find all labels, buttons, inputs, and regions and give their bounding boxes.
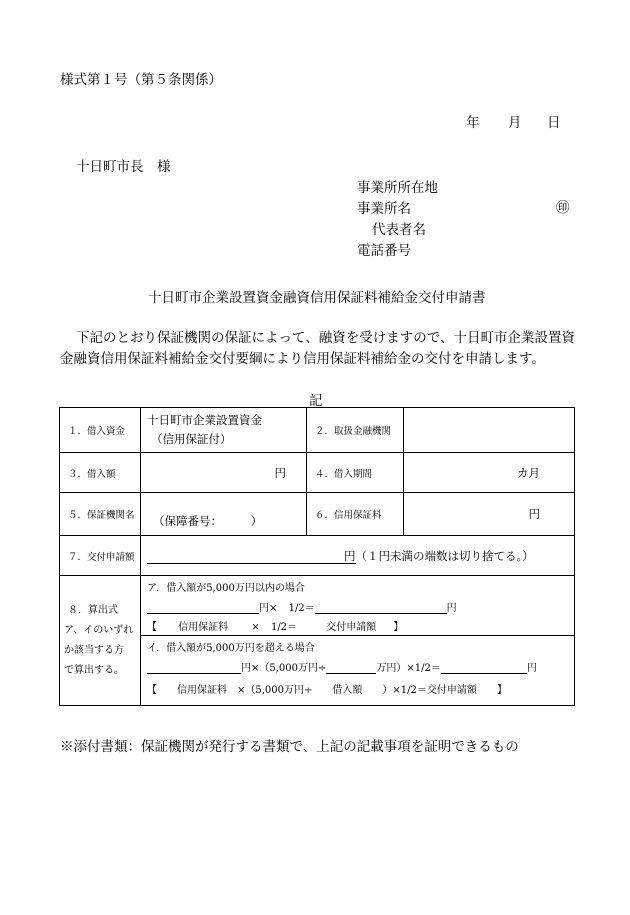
formula-cell xyxy=(141,576,575,706)
formula-label-3: か該当する方 xyxy=(64,644,124,656)
loan-fund-name: 十日町市企業設置資金 xyxy=(147,413,262,427)
guarantee-number-label: （保障番号： ） xyxy=(153,514,263,528)
guarantee-fee-label: ６．信用保証料 xyxy=(307,493,404,536)
formula-a-fee-blank[interactable] xyxy=(147,613,259,614)
formula-b-legend: 【 信用保証料 ×（5,000万円÷ 借入額 ）×1/2＝交付申請額 】 xyxy=(147,685,507,696)
guarantor-field[interactable] xyxy=(141,493,307,536)
ki-heading: 記 xyxy=(309,393,323,409)
business-name-label: 事業所名 xyxy=(357,201,411,217)
body-line-2: 金融資信用保証料補給金交付要綱により信用保証料補給金の交付を申請します。 xyxy=(60,351,545,367)
formula-b-yen: 円 xyxy=(526,663,537,674)
loan-period-unit: カ月 xyxy=(517,465,540,480)
formula-a-legend-close: 】 xyxy=(393,622,404,633)
grant-amount-note: （１円未満の端数は切り捨てる。） xyxy=(355,548,534,563)
table-row xyxy=(60,408,575,453)
seal-mark: ㊞ xyxy=(556,200,570,216)
formula-a-legend-half: 1/2＝ xyxy=(270,622,298,633)
formula-b-yen-times: 円×（5,000万円÷ xyxy=(241,663,327,674)
application-table xyxy=(59,407,575,706)
formula-a-line xyxy=(147,599,574,618)
date-month-label: 月 xyxy=(508,115,522,131)
table-row xyxy=(60,576,575,706)
formula-b-man: 万円）×1/2＝ xyxy=(376,663,441,674)
grant-amount-label: ７．交付申請額 xyxy=(60,536,141,576)
attachment-note: ※添付書類：保証機関が発行する書類で、上記の記載事項を証明できるもの xyxy=(60,739,519,755)
grant-amount-field[interactable] xyxy=(141,536,575,576)
formula-b-line xyxy=(147,659,574,681)
formula-label-2: ア、イのいずれ xyxy=(64,624,134,636)
formula-label-4: で算出する。 xyxy=(64,664,124,676)
formula-a-yen: 円 xyxy=(446,603,457,614)
formula-b xyxy=(141,635,574,705)
formula-b-loan-blank[interactable] xyxy=(326,673,376,674)
loan-fund-value xyxy=(141,408,307,453)
loan-fund-guarantee: （信用保証付） xyxy=(151,432,232,446)
formula-label-1: ８．算出式 xyxy=(68,604,118,616)
date-day-label: 日 xyxy=(547,115,561,131)
formula-label xyxy=(60,576,141,706)
date-year-label: 年 xyxy=(466,115,480,131)
loan-period-field[interactable] xyxy=(404,453,575,493)
document-title: 十日町市企業設置資金融資信用保証料補給金交付申請書 xyxy=(148,290,486,306)
guarantor-label: ５．保証機関名 xyxy=(60,493,141,536)
form-number: 様式第１号（第５条関係） xyxy=(60,72,222,88)
grant-amount-blank[interactable] xyxy=(147,563,344,564)
grant-amount-unit: 円 xyxy=(344,548,356,563)
guarantee-fee-unit: 円 xyxy=(528,507,540,521)
formula-a-legend-fee: 信用保証料 xyxy=(178,622,229,633)
table-row xyxy=(60,453,575,493)
loan-fund-label: １．借入資金 xyxy=(60,408,141,453)
loan-period-label: ４．借入期間 xyxy=(307,453,404,493)
formula-a-legend-open: 【 xyxy=(147,622,157,633)
body-line-1: 下記のとおり保証機関の保証によって、融資を受けますので、十日町市企業設置資 xyxy=(76,330,575,346)
formula-b-fee-blank[interactable] xyxy=(147,673,241,674)
formula-a-legend-times: × xyxy=(251,622,260,633)
formula-a-legend xyxy=(147,618,574,636)
representative-label: 代表者名 xyxy=(372,222,426,238)
formula-b-result-blank[interactable] xyxy=(441,673,527,674)
formula-a-half: 1/2＝ xyxy=(288,603,315,614)
guarantee-fee-field[interactable] xyxy=(404,493,575,536)
formula-b-title: イ．借入額が5,000万円を超える場合 xyxy=(147,643,315,654)
addressee: 十日町市長 様 xyxy=(76,159,171,175)
address-label: 事業所所在地 xyxy=(357,180,438,196)
formula-a-yen-times: 円× xyxy=(259,603,278,614)
financial-institution-label: ２．取扱金融機関 xyxy=(307,408,404,453)
loan-amount-unit: 円 xyxy=(274,465,286,480)
table-row xyxy=(60,536,575,576)
formula-a-result-blank[interactable] xyxy=(315,613,447,614)
formula-a-legend-result: 交付申請額 xyxy=(326,622,377,633)
loan-amount-field[interactable] xyxy=(141,453,307,493)
formula-a xyxy=(141,576,574,635)
financial-institution-field[interactable] xyxy=(404,408,575,453)
loan-amount-label: ３．借入額 xyxy=(60,453,141,493)
phone-label: 電話番号 xyxy=(357,243,411,259)
formula-a-title: ア．借入額が5,000万円以内の場合 xyxy=(147,583,305,594)
table-row xyxy=(60,493,575,536)
